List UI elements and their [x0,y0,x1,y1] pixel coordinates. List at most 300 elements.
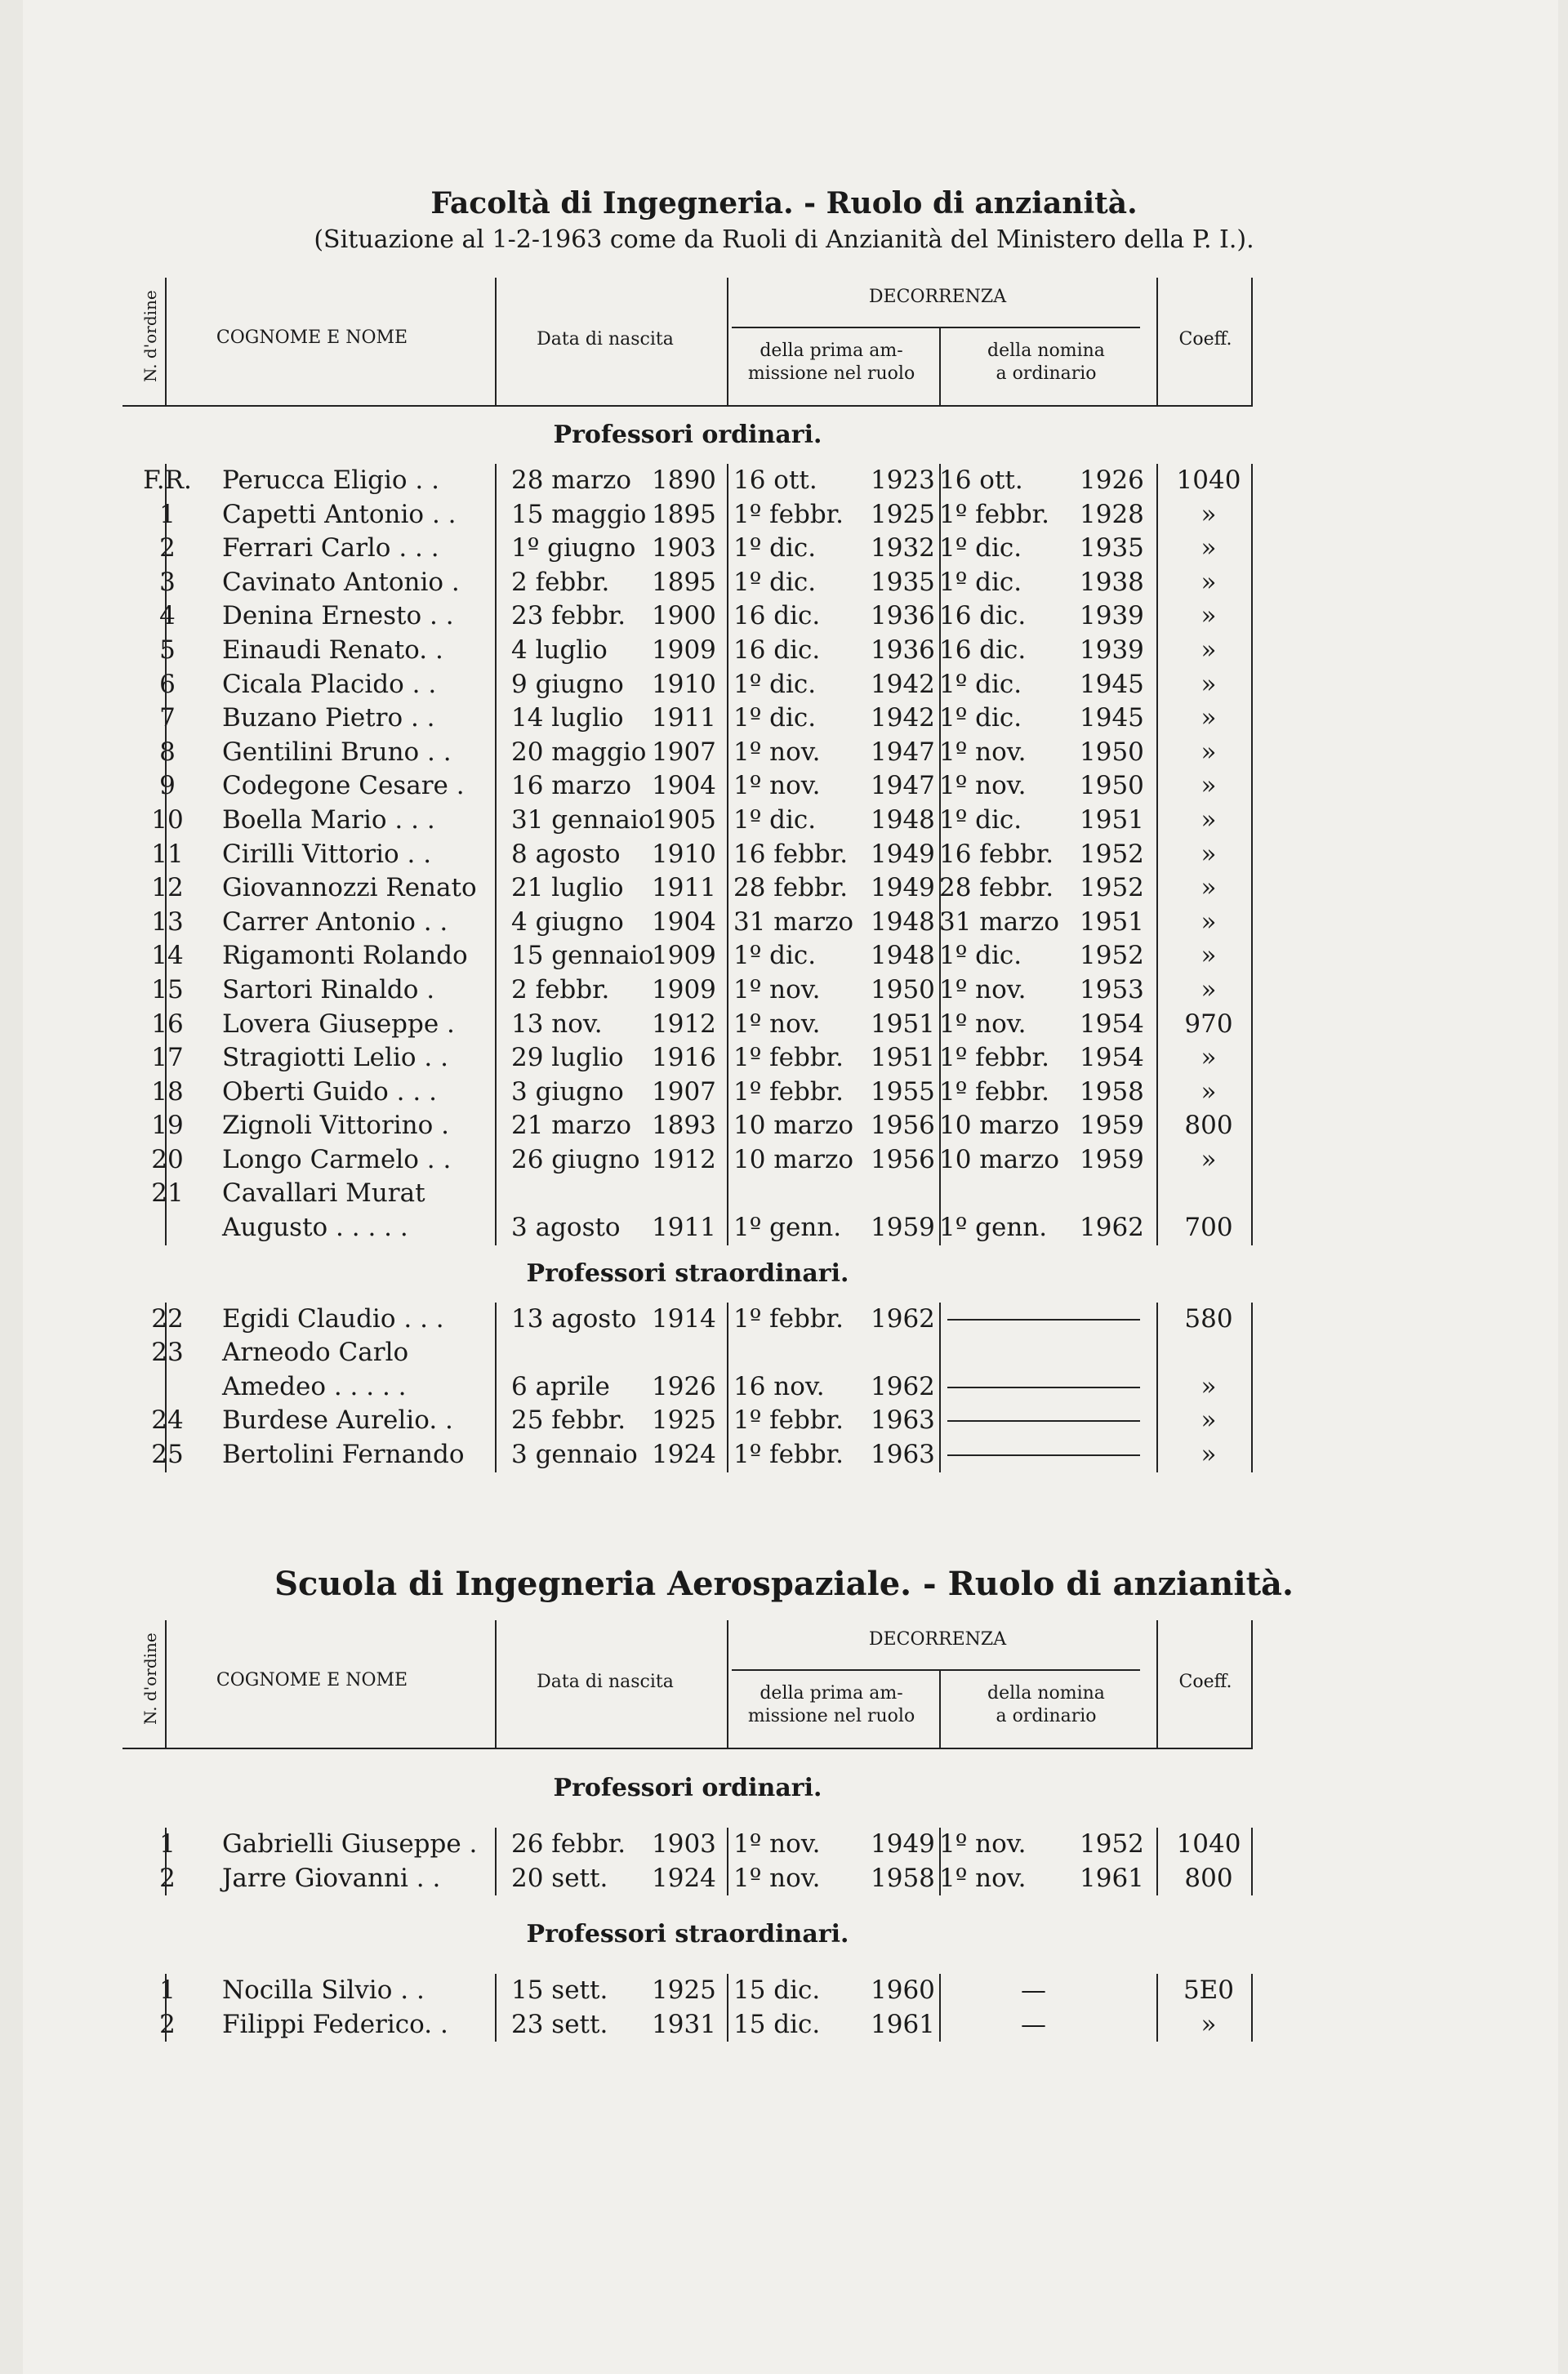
row-name: Cicala Placido . . [222,669,437,699]
row-birth-year: 1925 [652,1405,716,1436]
row-birth-year: 1890 [652,465,716,495]
row-name: Augusto . . . . . [222,1213,408,1243]
row-birth-year: 1911 [652,873,716,903]
row-admission-date: 1º dic. [733,703,817,733]
row-admission-year: 1948 [871,804,935,835]
row-number: 23 [151,1338,184,1368]
row-number: F.R. [143,465,192,495]
row-coeff: » [1200,703,1217,733]
row-number: 17 [151,1043,184,1073]
row-birth-year: 1910 [652,669,716,699]
table-row [122,1370,1253,1405]
row-admission-year: 1960 [871,1975,935,2006]
table-row [122,1828,1253,1862]
row-birth-date: 21 luglio [511,873,624,903]
row-coeff: 5E0 [1183,1975,1235,2006]
row-admission-year: 1923 [871,465,935,495]
row-birth-year: 1895 [652,567,716,597]
faculty-seniority-table [122,278,1253,1472]
row-name: Buzano Pietro . . [222,703,435,733]
row-admission-date: 1º febbr. [733,1076,844,1107]
table-row [122,1336,1253,1370]
row-coeff: » [1200,669,1217,699]
row-coeff: » [1200,499,1217,529]
row-admission-year: 1955 [871,1076,935,1107]
header-coeff: Coeff. [1178,329,1232,350]
table-row [122,769,1253,804]
row-number: 16 [151,1009,184,1039]
row-nomination-date: 1º nov. [939,974,1027,1004]
row-name: Arneodo Carlo [222,1338,409,1368]
row-name: Sartori Rinaldo . [222,974,435,1004]
table-row [122,1143,1253,1178]
row-admission-year: 1963 [871,1405,935,1436]
row-admission-date: 1º dic. [733,533,817,563]
row-birth-date: 2 febbr. [511,567,610,597]
row-birth-year: 1914 [652,1303,716,1334]
row-nomination-date: 1º dic. [939,804,1022,835]
row-nomination-date: 1º nov. [939,771,1027,801]
row-admission-date: 1º febbr. [733,1405,844,1436]
faculty-subtitle: (Situazione al 1-2-1963 come da Ruoli di Anzianità del Ministero della P. I.). [314,225,1254,254]
row-name: Capetti Antonio . . [222,499,457,529]
row-name: Jarre Giovanni . . [222,1863,441,1893]
row-coeff: » [1200,1371,1217,1401]
row-birth-year: 1904 [652,771,716,801]
row-nomination-date: 1º nov. [939,1009,1027,1039]
row-nomination-date: 28 febbr. [939,873,1054,903]
table-row [122,1041,1253,1076]
row-nomination-date: 1º genn. [939,1213,1048,1243]
row-number: 20 [151,1144,184,1174]
row-birth-year: 1924 [652,1440,716,1470]
row-name: Burdese Aurelio. . [222,1405,453,1436]
row-admission-year: 1947 [871,771,935,801]
row-number: 21 [151,1178,184,1209]
row-coeff: » [1200,567,1217,597]
rows-ordinari [122,464,1253,1245]
row-number: 2 [159,1863,176,1893]
rows-ordinari [122,1828,1253,1895]
row-number: 2 [159,2009,176,2039]
row-admission-date: 16 dic. [733,635,821,665]
row-name: Cavallari Murat [222,1178,425,1209]
row-admission-date: 1º nov. [733,974,821,1004]
row-nomination-year: 1962 [1080,1213,1144,1243]
header-no: N. d'ordine [140,1632,160,1725]
row-admission-year: 1951 [871,1009,935,1039]
table-row [122,1177,1253,1211]
row-birth-year: 1909 [652,974,716,1004]
row-nomination-year: 1926 [1080,465,1144,495]
row-name: Ferrari Carlo . . . [222,533,439,563]
row-birth-date: 8 agosto [511,839,621,869]
row-nomination-date: 1º febbr. [939,1043,1049,1073]
row-admission-year: 1942 [871,703,935,733]
row-number: 10 [151,804,184,835]
row-admission-date: 1º nov. [733,737,821,767]
row-admission-date: 1º genn. [733,1213,842,1243]
faculty-title: Facoltà di Ingegneria. - Ruolo di anzianità. [430,186,1138,220]
row-admission-date: 1º nov. [733,771,821,801]
row-birth-date: 6 aprile [511,1371,610,1401]
row-birth-date: 16 marzo [511,771,631,801]
table-row [122,871,1253,906]
header-coeff: Coeff. [1178,1672,1232,1692]
row-birth-date: 21 marzo [511,1111,631,1141]
row-nomination-year: 1950 [1080,771,1144,801]
row-admission-date: 15 dic. [733,2009,821,2039]
row-birth-year: 1903 [652,1829,716,1859]
header-birth: Data di nascita [537,329,674,350]
empty-nomination-rule [947,1454,1140,1456]
row-number: 9 [159,771,176,801]
row-number: 3 [159,567,176,597]
row-coeff: » [1200,1440,1217,1470]
row-birth-date: 9 giugno [511,669,624,699]
row-birth-year: 1909 [652,635,716,665]
row-number: 19 [151,1111,184,1141]
header-nomination: della nomina a ordinario [987,1683,1105,1726]
row-birth-date: 26 giugno [511,1144,640,1174]
row-name: Carrer Antonio . . [222,906,448,937]
row-nomination-year: 1939 [1080,635,1144,665]
aerospace-title: Scuola di Ingegneria Aerospaziale. - Ruolo di anzianità. [274,1565,1294,1603]
table-row [122,702,1253,736]
table-row [122,2008,1253,2042]
row-birth-date: 4 luglio [511,635,608,665]
row-number: 8 [159,737,176,767]
row-name: Nocilla Silvio . . [222,1975,425,2006]
table-row [122,599,1253,634]
header-decorrenza: DECORRENZA [868,287,1007,307]
row-nomination-year: 1938 [1080,567,1144,597]
row-coeff: 1040 [1176,465,1241,495]
row-admission-year: 1947 [871,737,935,767]
row-number: 6 [159,669,176,699]
table-row [122,1008,1253,1042]
row-name: Zignoli Vittorino . [222,1111,450,1141]
row-nomination-year: 1959 [1080,1111,1144,1141]
row-admission-date: 1º dic. [733,804,817,835]
row-admission-date: 1º febbr. [733,1043,844,1073]
row-nomination-year: 1954 [1080,1009,1144,1039]
table-row [122,1211,1253,1245]
table-row [122,1303,1253,1337]
row-admission-year: 1959 [871,1213,935,1243]
row-name: Cavinato Antonio . [222,567,460,597]
row-name: Cirilli Vittorio . . [222,839,432,869]
row-admission-date: 28 febbr. [733,873,849,903]
row-nomination-year: 1958 [1080,1076,1144,1107]
row-nomination-date: 1º nov. [939,737,1027,767]
row-admission-year: 1956 [871,1111,935,1141]
row-nomination-date: 1º febbr. [939,1076,1049,1107]
row-admission-year: 1962 [871,1303,935,1334]
table-row [122,634,1253,668]
row-coeff: 800 [1184,1863,1233,1893]
row-admission-date: 1º dic. [733,941,817,971]
row-coeff: » [1200,1405,1217,1436]
row-admission-year: 1958 [871,1863,935,1893]
row-birth-date: 15 maggio [511,499,647,529]
row-nomination-date: 1º nov. [939,1863,1027,1893]
row-name: Lovera Giuseppe . [222,1009,455,1039]
row-birth-year: 1926 [652,1371,716,1401]
table-row [122,1404,1253,1438]
row-nomination-year: 1939 [1080,601,1144,631]
row-admission-year: 1932 [871,533,935,563]
row-admission-year: 1962 [871,1371,935,1401]
row-birth-year: 1904 [652,906,716,937]
row-coeff: » [1200,635,1217,665]
row-admission-year: 1951 [871,1043,935,1073]
row-nomination-date: 16 febbr. [939,839,1054,869]
table-row [122,804,1253,838]
row-name: Denina Ernesto . . [222,601,454,631]
row-name: Gabrielli Giuseppe . [222,1829,478,1859]
row-nomination-year: 1945 [1080,669,1144,699]
row-number: 7 [159,703,176,733]
row-birth-date: 13 agosto [511,1303,637,1334]
row-birth-year: 1903 [652,533,716,563]
row-admission-date: 1º febbr. [733,1440,844,1470]
row-admission-date: 10 marzo [733,1144,853,1174]
row-admission-year: 1936 [871,635,935,665]
row-name: Rigamonti Rolando [222,941,468,971]
row-number: 5 [159,635,176,665]
row-number: 1 [159,499,176,529]
rows-straordinari [122,1303,1253,1472]
table-row [122,1076,1253,1110]
table-row [122,498,1253,532]
row-coeff: » [1200,737,1217,767]
row-admission-date: 15 dic. [733,1975,821,2006]
table-row [122,532,1253,566]
row-number: 2 [159,533,176,563]
header-birth: Data di nascita [537,1672,674,1692]
row-admission-date: 1º dic. [733,669,817,699]
row-admission-date: 16 ott. [733,465,817,495]
row-admission-year: 1935 [871,567,935,597]
section-straordinari: Professori straordinari. [526,1920,849,1949]
row-nomination-year: 1950 [1080,737,1144,767]
row-admission-year: 1963 [871,1440,935,1470]
section-ordinari: Professori ordinari. [553,1774,822,1802]
row-birth-date: 20 sett. [511,1863,608,1893]
row-number: 1 [159,1975,176,2006]
row-birth-date: 15 gennaio [511,941,654,971]
row-birth-date: 1º giugno [511,533,636,563]
row-coeff: » [1200,2009,1217,2039]
row-admission-date: 10 marzo [733,1111,853,1141]
row-admission-date: 1º nov. [733,1863,821,1893]
table-row [122,464,1253,498]
table-row [122,973,1253,1008]
row-nomination-year: 1954 [1080,1043,1144,1073]
row-number: 24 [151,1405,184,1436]
table-header [122,1620,1253,1749]
row-birth-year: 1909 [652,941,716,971]
row-nomination-date: 10 marzo [939,1111,1059,1141]
row-birth-date: 31 gennaio [511,804,654,835]
header-decorrenza: DECORRENZA [868,1629,1007,1650]
row-nomination-year: 1953 [1080,974,1144,1004]
table-row [122,1438,1253,1472]
row-birth-year: 1925 [652,1975,716,2006]
row-nomination-year: 1952 [1080,1829,1144,1859]
table-row [122,736,1253,770]
row-coeff: » [1200,601,1217,631]
row-nomination-year: 1952 [1080,839,1144,869]
row-birth-date: 23 sett. [511,2009,608,2039]
row-number: 11 [151,839,184,869]
header-admission: della prima am- missione nel ruolo [747,341,915,384]
row-name: Codegone Cesare . [222,771,465,801]
row-nomination-year: 1959 [1080,1144,1144,1174]
row-nomination-date: 1º dic. [939,533,1022,563]
row-nomination-year: 1945 [1080,703,1144,733]
row-admission-year: 1950 [871,974,935,1004]
row-birth-year: 1912 [652,1009,716,1039]
row-birth-year: 1905 [652,804,716,835]
row-nomination-date: 10 marzo [939,1144,1059,1174]
row-admission-date: 16 dic. [733,601,821,631]
row-birth-date: 3 agosto [511,1213,621,1243]
row-number: 25 [151,1440,184,1470]
header-name: COGNOME E NOME [216,327,408,348]
row-admission-date: 1º nov. [733,1829,821,1859]
row-coeff: » [1200,1043,1217,1073]
row-coeff: 700 [1184,1213,1233,1243]
row-coeff: » [1200,804,1217,835]
row-nomination-date: 16 dic. [939,635,1027,665]
row-admission-date: 1º dic. [733,567,817,597]
row-coeff: 970 [1184,1009,1233,1039]
row-name: Stragiotti Lelio . . [222,1043,448,1073]
empty-nomination-rule [947,1387,1140,1388]
row-name: Oberti Guido . . . [222,1076,437,1107]
header-no: N. d'ordine [140,290,160,382]
row-nomination-year: 1951 [1080,906,1144,937]
row-coeff: 580 [1184,1303,1233,1334]
row-name: Giovannozzi Renato [222,873,477,903]
row-nomination-date: 1º dic. [939,703,1022,733]
row-nomination-date: 1º dic. [939,669,1022,699]
header-nomination: della nomina a ordinario [987,341,1105,384]
row-birth-year: 1895 [652,499,716,529]
row-coeff: » [1200,771,1217,801]
row-name: Egidi Claudio . . . [222,1303,444,1334]
row-nomination-date: 1º dic. [939,941,1022,971]
row-nomination-year: 1961 [1080,1863,1144,1893]
row-birth-year: 1911 [652,1213,716,1243]
row-admission-year: 1936 [871,601,935,631]
row-coeff: 1040 [1176,1829,1241,1859]
aerospace-seniority-table [122,1620,1253,2042]
header-name: COGNOME E NOME [216,1670,408,1690]
row-name: Bertolini Fernando [222,1440,465,1470]
row-birth-year: 1931 [652,2009,716,2039]
row-admission-date: 16 nov. [733,1371,825,1401]
row-nomination-date: 31 marzo [939,906,1059,937]
row-nomination-year: 1928 [1080,499,1144,529]
row-birth-date: 25 febbr. [511,1405,626,1436]
row-number: 15 [151,974,184,1004]
row-coeff: 800 [1184,1111,1233,1141]
row-coeff: » [1200,906,1217,937]
row-admission-year: 1925 [871,499,935,529]
row-birth-date: 15 sett. [511,1975,608,2006]
row-nomination-date: — [1021,1975,1046,2006]
row-nomination-year: 1952 [1080,873,1144,903]
row-coeff: » [1200,1144,1217,1174]
row-number: 12 [151,873,184,903]
row-admission-year: 1949 [871,1829,935,1859]
row-birth-year: 1893 [652,1111,716,1141]
row-name: Boella Mario . . . [222,804,435,835]
row-birth-date: 3 gennaio [511,1440,638,1470]
empty-nomination-rule [947,1420,1140,1422]
row-nomination-year: 1952 [1080,941,1144,971]
row-nomination-date: 16 dic. [939,601,1027,631]
row-number: 14 [151,941,184,971]
row-name: Perucca Eligio . . [222,465,439,495]
row-coeff: » [1200,873,1217,903]
section-straordinari: Professori straordinari. [526,1258,849,1288]
row-birth-year: 1916 [652,1043,716,1073]
row-birth-year: 1911 [652,703,716,733]
row-admission-year: 1942 [871,669,935,699]
row-admission-date: 16 febbr. [733,839,849,869]
table-row [122,668,1253,702]
table-row [122,1109,1253,1143]
row-coeff: » [1200,533,1217,563]
row-admission-date: 31 marzo [733,906,853,937]
row-name: Einaudi Renato. . [222,635,443,665]
row-number: 18 [151,1076,184,1107]
row-admission-year: 1961 [871,2009,935,2039]
row-name: Amedeo . . . . . [222,1371,407,1401]
row-nomination-date: 16 ott. [939,465,1023,495]
row-birth-date: 14 luglio [511,703,624,733]
row-birth-date: 29 luglio [511,1043,624,1073]
row-birth-year: 1900 [652,601,716,631]
row-birth-date: 2 febbr. [511,974,610,1004]
table-header [122,278,1253,407]
row-number: 13 [151,906,184,937]
row-birth-date: 13 nov. [511,1009,603,1039]
row-birth-year: 1907 [652,737,716,767]
row-name: Longo Carmelo . . [222,1144,452,1174]
row-birth-year: 1910 [652,839,716,869]
row-birth-date: 3 giugno [511,1076,624,1107]
header-admission: della prima am- missione nel ruolo [747,1683,915,1726]
row-birth-date: 28 marzo [511,465,631,495]
row-admission-year: 1956 [871,1144,935,1174]
row-number: 4 [159,601,176,631]
row-name: Gentilini Bruno . . [222,737,452,767]
table-row [122,1862,1253,1896]
row-birth-date: 23 febbr. [511,601,626,631]
row-nomination-date: 1º febbr. [939,499,1049,529]
row-admission-date: 1º febbr. [733,1303,844,1334]
row-nomination-date: — [1021,2009,1046,2039]
row-birth-date: 4 giugno [511,906,624,937]
row-admission-year: 1949 [871,839,935,869]
table-row [122,566,1253,600]
row-coeff: » [1200,1076,1217,1107]
